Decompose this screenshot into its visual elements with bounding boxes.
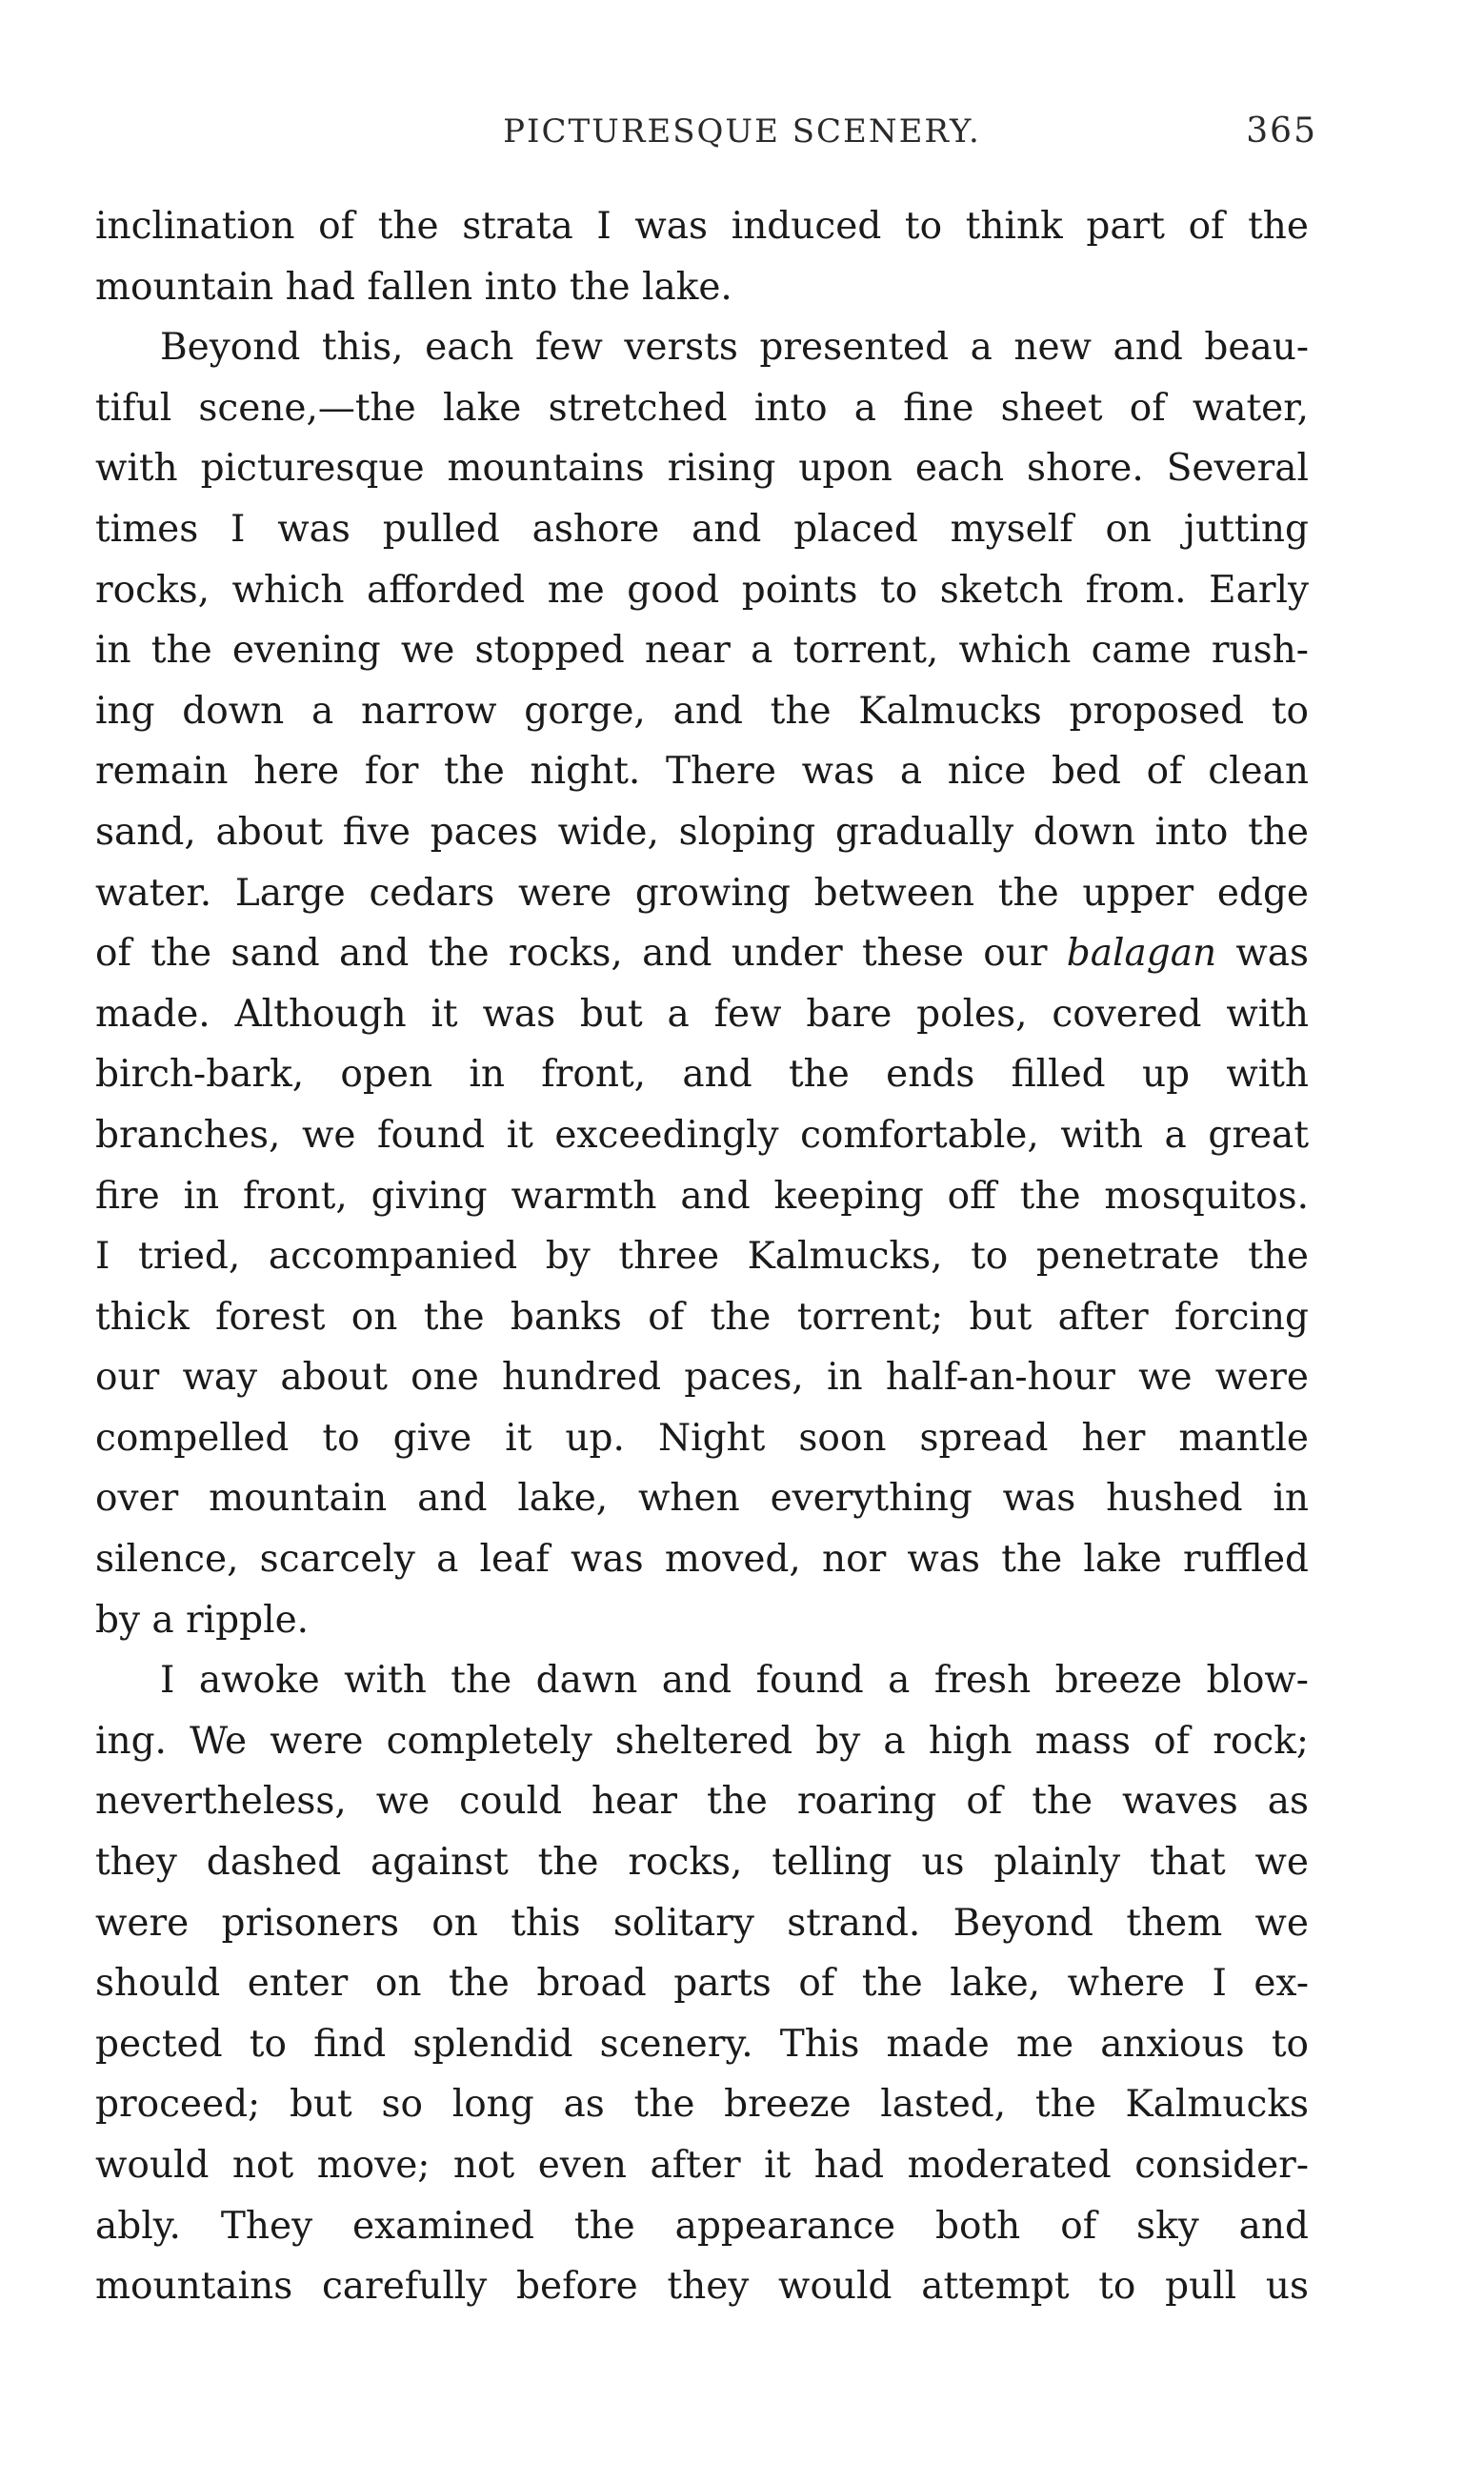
text-segment: was [1216, 932, 1309, 976]
text-line: ing down a narrow gorge, and the Kalmucks proposed to [95, 689, 1309, 733]
text-line: in the evening we stopped near a torrent, which came rush- [95, 629, 1309, 673]
text-line: silence, scarcely a leaf was moved, nor was the lake ruffled [95, 1538, 1309, 1582]
text-line: made. Although it was but a few bare poles, covered with [95, 992, 1309, 1036]
running-head [0, 103, 1484, 160]
text-line: proceed; but so long as the breeze lasted, the Kalmucks [95, 2083, 1309, 2127]
text-line: inclination of the strata I was induced to think part of the [95, 205, 1309, 248]
text-line: our way about one hundred paces, in half-an-hour we were [95, 1356, 1309, 1400]
text-line: compelled to give it up. Night soon spread her mantle [95, 1416, 1309, 1460]
text-line: tiful scene,—the lake stretched into a fine sheet of water, [95, 386, 1309, 430]
text-line: fire in front, giving warmth and keeping off the mosquitos. [95, 1174, 1309, 1218]
text-line: by a ripple. [95, 1598, 310, 1642]
italic-term: balagan [1066, 932, 1217, 976]
text-line: branches, we found it exceedingly comfortable, with a great [95, 1113, 1309, 1157]
text-line: pected to find splendid scenery. This made me anxious to [95, 2022, 1309, 2066]
text-line: nevertheless, we could hear the roaring of the waves as [95, 1780, 1309, 1824]
text-line [95, 923, 1309, 984]
text-line: should enter on the broad parts of the lake, where I ex- [95, 1962, 1309, 2006]
text-line: they dashed against the rocks, telling us plainly that we [95, 1841, 1309, 1885]
text-line: ably. They examined the appearance both of sky and [95, 2204, 1309, 2248]
text-line: were prisoners on this solitary strand. Beyond them we [95, 1901, 1309, 1945]
text-line: with picturesque mountains rising upon each shore. Several [95, 447, 1309, 491]
text-line: mountains carefully before they would attempt to pull us [95, 2265, 1309, 2309]
text-line: birch-bark, open in front, and the ends filled up with [95, 1053, 1309, 1097]
text-line: times I was pulled ashore and placed myself on jutting [95, 507, 1309, 551]
text-line: water. Large cedars were growing between the upper edge [95, 871, 1309, 915]
text-line: rocks, which afforded me good points to sketch from. Early [95, 568, 1309, 612]
text-segment: of the sand and the rocks, and under these our [95, 932, 1067, 976]
text-line: I awoke with the dawn and found a fresh breeze blow- [160, 1659, 1309, 1703]
text-line: remain here for the night. There was a nice bed of clean [95, 750, 1309, 794]
body-text [95, 196, 1309, 2317]
text-line: Beyond this, each few versts presented a new and beau- [160, 326, 1309, 370]
page-number: 365 [1246, 111, 1317, 151]
text-line: sand, about five paces wide, sloping gradually down into the [95, 810, 1309, 854]
running-title: PICTURESQUE SCENERY. [503, 112, 981, 151]
text-line: thick forest on the banks of the torrent; but after forcing [95, 1295, 1309, 1339]
text-line: over mountain and lake, when everything was hushed in [95, 1477, 1309, 1521]
text-line: would not move; not even after it had moderated consider- [95, 2144, 1309, 2187]
text-line: mountain had fallen into the lake. [95, 265, 732, 309]
text-line: ing. We were completely sheltered by a high mass of rock; [95, 1719, 1309, 1763]
text-line: I tried, accompanied by three Kalmucks, to penetrate the [95, 1235, 1309, 1279]
